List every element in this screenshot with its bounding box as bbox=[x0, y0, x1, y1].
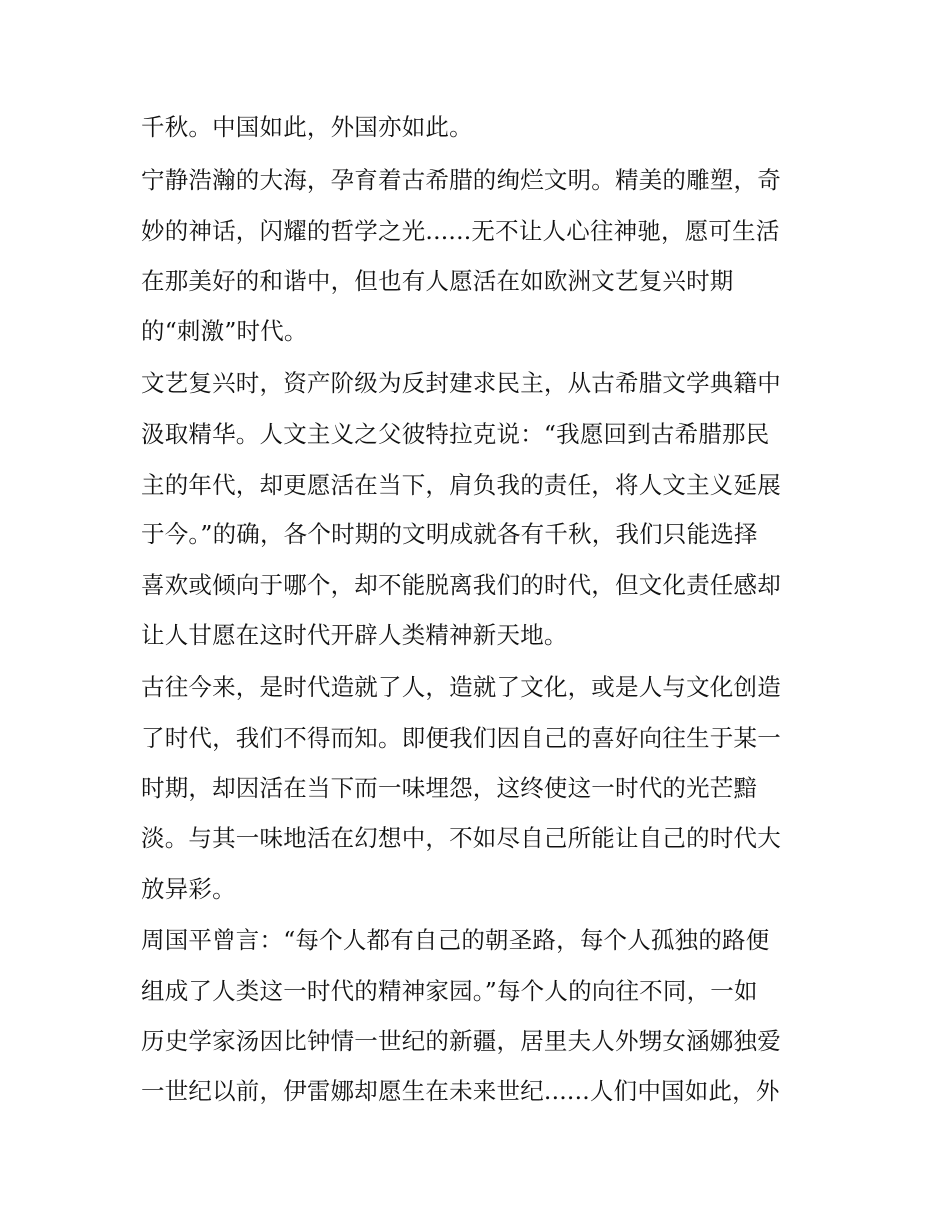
text-line: 组成了人类这一时代的精神家园。”每个人的向往不同，一如 bbox=[141, 977, 758, 1005]
text-line: 文艺复兴时，资产阶级为反封建求民主，从古希腊文学典籍中 bbox=[141, 369, 781, 397]
text-line: 于今。”的确，各个时期的文明成就各有千秋，我们只能选择 bbox=[141, 520, 758, 548]
text-line: 淡。与其一味地活在幻想中，不如尽自己所能让自己的时代大 bbox=[141, 824, 781, 852]
text-line: 历史学家汤因比钟情一世纪的新疆，居里夫人外甥女涵娜独爱 bbox=[141, 1027, 781, 1055]
text-line: 了时代，我们不得而知。即便我们因自己的喜好向往生于某一 bbox=[141, 724, 781, 752]
text-line: 主的年代，却更愿活在当下，肩负我的责任，将人文主义延展 bbox=[141, 471, 781, 499]
text-line: 喜欢或倾向于哪个，却不能脱离我们的时代，但文化责任感却 bbox=[141, 571, 781, 599]
text-line: 妙的神话，闪耀的哲学之光......无不让人心往神驰，愿可生活 bbox=[141, 217, 780, 245]
text-line: 放异彩。 bbox=[141, 875, 236, 903]
text-line: 古往今来，是时代造就了人，造就了文化，或是人与文化创造 bbox=[141, 673, 781, 701]
text-line: 的“刺激”时代。 bbox=[141, 317, 308, 345]
text-line: 在那美好的和谐中，但也有人愿活在如欧洲文艺复兴时期 bbox=[141, 267, 734, 295]
text-line: 宁静浩瀚的大海，孕育着古希腊的绚烂文明。精美的雕塑，奇 bbox=[141, 166, 781, 194]
text-line: 让人甘愿在这时代开辟人类精神新天地。 bbox=[141, 621, 568, 649]
text-line: 汲取精华。人文主义之父彼特拉克说：“我愿回到古希腊那民 bbox=[141, 420, 770, 448]
text-line: 时期，却因活在当下而一味埋怨，这终使这一时代的光芒黯 bbox=[141, 774, 758, 802]
text-line: 一世纪以前，伊雷娜却愿生在未来世纪......人们中国如此，外 bbox=[141, 1077, 780, 1105]
text-line: 周国平曾言：“每个人都有自己的朝圣路，每个人孤独的路便 bbox=[141, 926, 770, 954]
text-line: 千秋。中国如此，外国亦如此。 bbox=[141, 113, 473, 141]
